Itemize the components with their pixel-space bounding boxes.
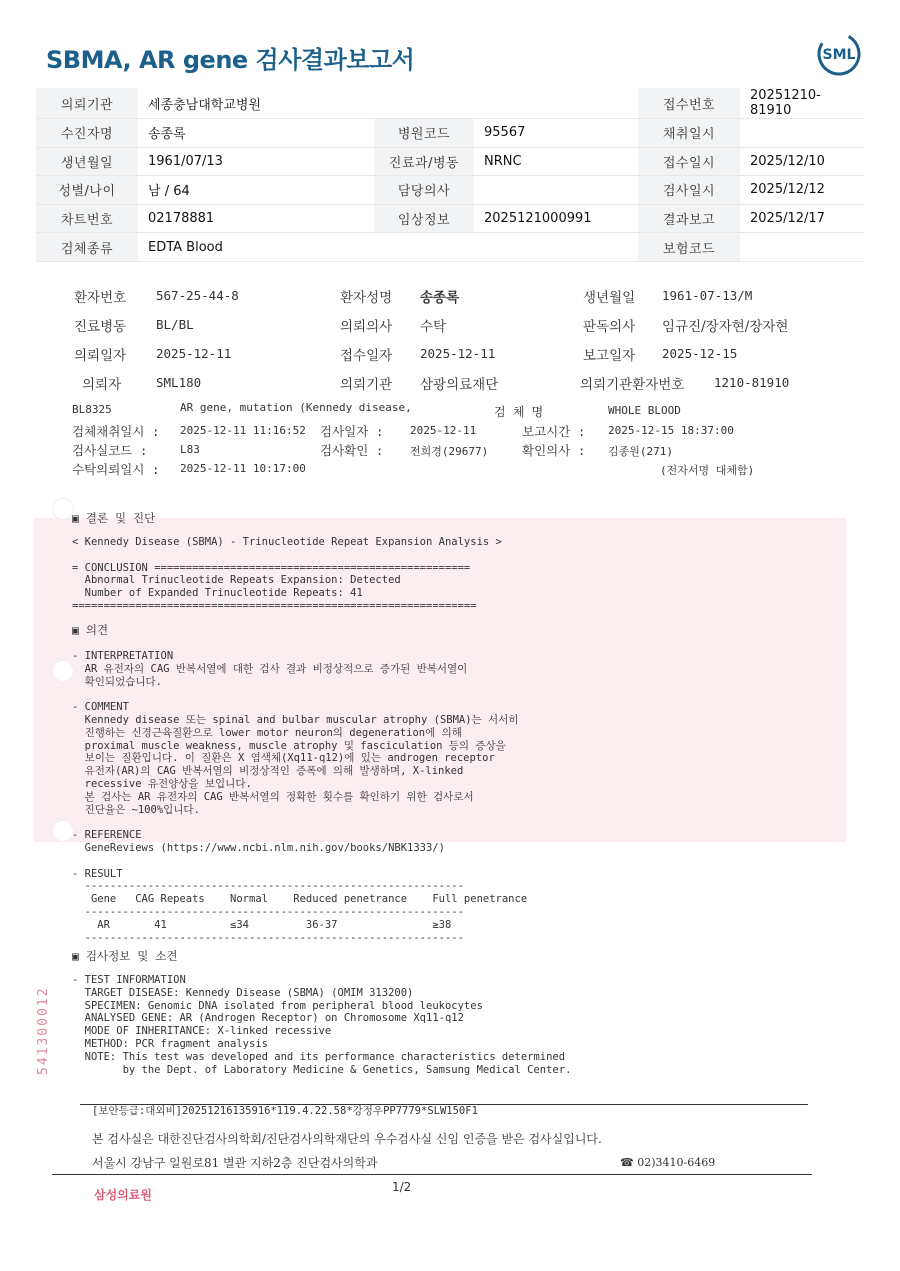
info-label: 차트번호 [36, 204, 138, 233]
reading-doctor: 임규진/장자현/장자현 [662, 319, 789, 335]
recv-date-label: 접수일자 [340, 348, 393, 364]
confirm-doc: 김종원(271) [608, 445, 673, 458]
scanned-report [0, 270, 900, 1230]
patient-name-label: 환자성명 [340, 290, 393, 306]
info-value: 남 / 64 [138, 176, 374, 205]
esign-note: (전자서명 대체함) [660, 464, 755, 477]
birth: 1961-07-13/M [662, 288, 753, 303]
info-row [36, 119, 864, 148]
info-label: 검사일시 [638, 176, 740, 205]
certification-text: 본 검사실은 대한진단검사의학회/진단검사의학재단의 우수검사실 신임 인증을 받은 검사실입니다. [92, 1132, 602, 1146]
info-row [36, 204, 864, 233]
info-label: 채취일시 [638, 119, 740, 148]
ward: BL/BL [156, 317, 194, 332]
sml-logo [815, 30, 863, 78]
recv-date: 2025-12-11 [420, 346, 496, 361]
inst-patient-no: 1210-81910 [714, 375, 790, 390]
test-date: 2025-12-11 [410, 424, 477, 437]
info-label: 검체종류 [36, 233, 138, 262]
info-label: 담당의사 [374, 176, 474, 205]
info-label: 의뢰기관 [36, 88, 138, 119]
info-value: 2025/12/12 [740, 176, 864, 205]
info-value: 2025121000991 [474, 204, 638, 233]
collect-time: 2025-12-11 11:16:52 [180, 424, 306, 437]
requester: SML180 [156, 375, 202, 390]
info-value: 02178881 [138, 204, 374, 233]
info-row [36, 233, 864, 262]
info-row [36, 176, 864, 205]
section-testinfo-title: ▣ 검사정보 및 소견 [72, 949, 178, 963]
conclusion-text: < Kennedy Disease (SBMA) - Trinucleotide Repeat Expansion Analysis > = CONCLUSION ================================================== Abnormal Trinucleotide Repeats Expansion: Detected Number of Expanded Trinucleotide Repeats: 41 ================================================================ [72, 536, 502, 612]
info-row [36, 147, 864, 176]
info-label: 결과보고 [638, 204, 740, 233]
info-label: 성별/나이 [36, 176, 138, 205]
outsource-time: 2025-12-11 10:17:00 [180, 462, 306, 475]
info-value: 20251210-81910 [740, 88, 864, 119]
ward-label: 진료병동 [74, 319, 127, 335]
info-row [36, 88, 864, 119]
outsource-time-label: 수탁의뢰일시 : [72, 462, 160, 477]
room-code: L83 [180, 443, 200, 456]
collect-time-label: 검체채취일시 : [72, 424, 160, 439]
lab-address: 서울시 강남구 일원로81 별관 지하2층 진단검사의학과 [92, 1156, 378, 1170]
info-value [474, 233, 638, 262]
test-name: AR gene, mutation (Kennedy disease, [180, 401, 412, 414]
info-value: EDTA Blood [138, 233, 374, 262]
req-doctor-label: 의뢰의사 [340, 319, 393, 335]
info-label: 생년월일 [36, 147, 138, 176]
report-time-label: 보고시간 : [522, 424, 586, 439]
test-code: BL8325 [72, 403, 112, 416]
confirm: 전희경(29677) [410, 445, 489, 458]
info-value [474, 88, 638, 119]
birth-label: 생년월일 [583, 290, 636, 306]
info-label: 보험코드 [638, 233, 740, 262]
security-line: [보안등급:대외비]20251216135916*119.4.22.58*강정우PP7779*SLW150F1 [92, 1105, 478, 1117]
testinfo-text: - TEST INFORMATION TARGET DISEASE: Kennedy Disease (SBMA) (OMIM 313200) SPECIMEN: Genomic DNA isolated from peripheral blood leukocytes ANALYSED GENE: AR (Androgen Receptor) on Chromosome Xq11-q12 MODE OF INHERITANCE: X-linked recessive METHOD: PCR fragment analysis NOTE: This test was developed and its performance characteristics determined by the Dept. of Laboratory Medicine & Genetics, Samsung Medical Center. [72, 974, 572, 1076]
req-doctor: 수탁 [420, 319, 447, 335]
info-value [474, 176, 638, 205]
info-value: 1961/07/13 [138, 147, 374, 176]
footer-rule-bottom [52, 1174, 812, 1175]
report-time: 2025-12-15 18:37:00 [608, 424, 734, 437]
opinion-text: - INTERPRETATION AR 유전자의 CAG 반복서열에 대한 검사 결과 비정상적으로 증가된 반복서열이 확인되었습니다. - COMMENT Kennedy disease 또는 spinal and bulbar muscular atrophy (SBMA)는 서서히 진행하는 신경근육질환으로 lower motor neuron의 degeneration에 의해 proximal muscle weakness, muscle atrophy 및 fasciculation 등의 증상을 보이는 질환입니다. 이 질환은 X 염색체(Xq11-q12)에 있는 androgen receptor 유전자(AR)의 CAG 반복서열의 비정상적인 증폭에 의해 발생하며, X-linked recessive 유전양상을 보입니다. 본 검사는 AR 유전자의 CAG 반복서열의 정확한 횟수를 확인하기 위한 검사로서 진단율은 ~100%입니다. - REFERENCE GeneReviews (https://www.ncbi.nlm.nih.gov/books/NBK1333/) - RESULT ------------------------------------------------------------ Gene CAG Repeats Normal Reduced penetrance Full penetrance ------------------------------------------------------------ AR 41 ≤34 36-37 ≥38 ------------------------------------------------------------ [72, 650, 528, 944]
requester-label: 의뢰자 [82, 377, 122, 393]
specimen: WHOLE BLOOD [608, 404, 681, 417]
info-label: 임상정보 [374, 204, 474, 233]
report-date: 2025-12-15 [662, 346, 738, 361]
info-value [374, 88, 474, 119]
info-value: NRNC [474, 147, 638, 176]
lab-phone: ☎ 02)3410-6469 [620, 1156, 716, 1169]
side-barcode-number: 541300012 [36, 986, 51, 1075]
section-conclusion-title: ▣ 결론 및 진단 [72, 511, 156, 525]
section-opinion-title: ▣ 의견 [72, 623, 109, 637]
patient-info-table [36, 88, 864, 262]
info-value: 세종충남대학교병원 [138, 88, 374, 119]
reading-doctor-label: 판독의사 [583, 319, 636, 335]
report-title: SBMA, AR gene 검사결과보고서 [46, 46, 415, 74]
info-label: 접수일시 [638, 147, 740, 176]
patient-no-label: 환자번호 [74, 290, 127, 306]
confirm-label: 검사확인 : [320, 443, 384, 458]
req-inst-label: 의뢰기관 [340, 377, 393, 393]
specimen-label: 검 체 명 [494, 405, 544, 419]
info-label: 수진자명 [36, 119, 138, 148]
confirm-doc-label: 확인의사 : [522, 443, 586, 458]
info-label: 진료과/병동 [374, 147, 474, 176]
hospital-name: 삼성의료원 [94, 1188, 152, 1202]
logo-text: SML [822, 47, 856, 63]
page-number: 1/2 [392, 1180, 412, 1194]
patient-no: 567-25-44-8 [156, 288, 239, 303]
info-value: 2025/12/17 [740, 204, 864, 233]
info-label: 접수번호 [638, 88, 740, 119]
info-value: 95567 [474, 119, 638, 148]
info-value: 송종록 [138, 119, 374, 148]
info-value: 2025/12/10 [740, 147, 864, 176]
test-date-label: 검사일자 : [320, 424, 384, 439]
patient-name: 송종록 [420, 290, 460, 306]
info-value [740, 233, 864, 262]
req-date: 2025-12-11 [156, 346, 232, 361]
inst-patient-no-label: 의뢰기관환자번호 [580, 377, 685, 393]
req-inst: 삼광의료재단 [420, 377, 499, 393]
req-date-label: 의뢰일자 [74, 348, 127, 364]
room-code-label: 검사실코드 : [72, 443, 148, 458]
info-value [374, 233, 474, 262]
info-label: 병원코드 [374, 119, 474, 148]
info-value [740, 119, 864, 148]
report-date-label: 보고일자 [583, 348, 636, 364]
